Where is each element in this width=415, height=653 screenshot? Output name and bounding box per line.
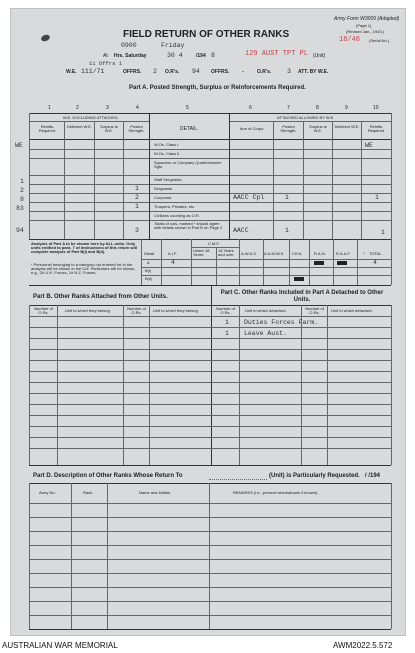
margin-count: 8: [20, 196, 24, 203]
att-label: ATT. BY W.E.: [298, 69, 329, 75]
col-number: 4: [136, 105, 139, 111]
time-typed: 0900: [121, 42, 137, 49]
part-c-number: 1: [225, 319, 229, 326]
analysis-ran-head: R.A.N.: [314, 251, 326, 256]
part-d-date: / /194: [365, 473, 381, 479]
col-head: Posted Strength.: [280, 124, 297, 133]
part-c-head: Number of O.Rs.: [305, 306, 324, 315]
offrs2-label: OFFRS.: [211, 69, 230, 75]
part-b-head: Number of O.Rs.: [34, 306, 53, 315]
analysis-detail-head: Detail: [144, 251, 155, 256]
attached-allowed-heading: ATTACHED ALLOWED BY W.E.: [277, 115, 335, 120]
margin-count: 94: [16, 227, 24, 234]
row-label: Squadron or Company Quartermaster Sgts.: [154, 160, 222, 169]
analysis-text: Analysis of Part A to be shown here by ALL units. Only units entitled to para. 7 of instructions of this return will complete analysis of Part B(i) and B(ii).: [31, 241, 138, 254]
part-c-unit: Leave Aust.: [244, 330, 287, 337]
ors-label: O.R's.: [165, 69, 180, 75]
analysis-cmf-head: C.M.F.: [208, 241, 220, 246]
col-number: 8: [316, 105, 319, 111]
part-b-head: Number of O.Rs.: [127, 306, 146, 315]
blocked-cell: [294, 277, 304, 281]
detail-heading: DETAIL.: [180, 126, 199, 132]
col-head: Posted Strength.: [128, 124, 145, 133]
form-sheet: [10, 8, 406, 636]
part-b-head: Unit to which they belong: [65, 308, 110, 313]
part-d-title-unit: (Unit) is Particularly Requested.: [269, 473, 360, 479]
form-revised: (Revised Jan., 1943.): [346, 29, 385, 34]
part-b-head: Unit to which they belong: [153, 308, 198, 313]
date-value: 30 4: [167, 52, 183, 59]
part-c-head: Unit to which detached.: [331, 308, 373, 313]
ors2-label: O.R's.: [257, 69, 272, 75]
pte-posted: 1: [135, 203, 139, 210]
analysis-awas-head: A.W.A.S.: [241, 251, 258, 256]
punch-hole-mark: [40, 34, 51, 43]
col-head: Surplus to W.E.: [308, 124, 327, 133]
col-head: Surplus to W.E.: [99, 124, 118, 133]
analysis-aif-head: A.I.F.: [168, 251, 178, 256]
margin-count: 1: [20, 178, 24, 185]
attached-reinf: 1: [375, 194, 379, 201]
analysis-row-label: B(ii): [145, 276, 153, 281]
row-label: Totals of cols. marked * should agree with details shown in Part B on Page 2.: [154, 221, 224, 230]
blocked-cell: [337, 261, 347, 265]
we-excluding-heading: W.E. EXCLUDING ATTACHED.: [63, 115, 119, 120]
part-d-title: Part D. Description of Other Ranks Whose Return To: [33, 473, 183, 479]
part-d-head: Army No.: [39, 490, 56, 495]
row-label: Troopers, Privates, etc.: [154, 204, 196, 209]
analysis-civil-head: CIVIL: [292, 251, 303, 256]
col-number: 9: [345, 105, 348, 111]
col-number: 2: [76, 105, 79, 111]
part-c-head: Unit to which detached.: [245, 308, 287, 313]
analysis-aamws-head: A.A.M.W.S.: [264, 251, 285, 256]
hrs-label: Hrs. Saturday: [114, 53, 147, 59]
we-offrs-label: OFFRS.: [123, 69, 142, 75]
unit-stamp: 129 AUST TPT PL: [245, 50, 309, 58]
analysis-aif-value: 4: [171, 259, 175, 266]
row-label: W.Os. Class II.: [154, 151, 181, 156]
part-d-head: Rank.: [83, 490, 94, 495]
total-posted: 3: [135, 227, 139, 234]
margin-we: WE: [15, 142, 23, 149]
footer-accession: AWM2022.5.572: [333, 641, 393, 650]
cpl-posted: 2: [135, 194, 139, 201]
col-number: 3: [106, 105, 109, 111]
sgt-posted: 1: [135, 185, 139, 192]
row-label: Civilians counting as O.R.: [154, 213, 200, 218]
analysis-over18-head: 18 Years and over.: [218, 248, 235, 257]
row-label: W.Os. Class I.: [154, 142, 180, 147]
at-label: At: [103, 53, 108, 59]
analysis-under18-head: Under 18 Years.: [193, 248, 210, 257]
offrs-value: 2: [153, 68, 157, 75]
form-page: (Page 1): [356, 23, 372, 28]
form-title: FIELD RETURN OF OTHER RANKS: [123, 29, 290, 40]
ors-value: 94: [192, 68, 200, 75]
attached-posted: 1: [285, 194, 289, 201]
col-number: 6: [249, 105, 252, 111]
analysis-row-label: B(i): [145, 268, 152, 273]
attached-arm-total: AACC: [233, 227, 249, 234]
col-head: Reinfts. Required.: [38, 124, 57, 133]
part-c-unit: Duties Forces Farm.: [244, 319, 319, 326]
handwritten-note: 11 Offrs 1: [89, 60, 123, 67]
part-c-number: 1: [225, 330, 229, 337]
margin-count: 83: [16, 205, 24, 212]
margin-count: 2: [20, 187, 24, 194]
we-value: 111/71: [81, 68, 105, 75]
row-label: Corporals: [154, 195, 172, 200]
unit-label: (Unit): [313, 53, 326, 59]
year-prefix: /194: [196, 53, 206, 59]
att-value: 3: [287, 68, 291, 75]
part-a-title: Part A. Posted Strength, Surplus or Reinforcements Required.: [129, 85, 306, 91]
part-d-head: Name and Initials.: [139, 490, 172, 495]
blocked-cell: [314, 261, 324, 265]
part-c-title: Part C. Other Ranks Included in Part A Detached to Other Units.: [220, 290, 384, 304]
analysis-total-value: 4: [373, 259, 377, 266]
col-number: 7: [287, 105, 290, 111]
attached-posted-total: 1: [285, 227, 289, 234]
attached-arm: AACC Cpl: [233, 194, 265, 201]
serial-label: (Serial No.): [369, 38, 390, 43]
analysis-note: * Personnel belonging to a category not entered for in the analysis will be shown in the Col. Particulars will be shown, e.g., 2# U.K. Forces, 1# N.Z. Forces.: [31, 262, 136, 275]
col-number: 5: [186, 105, 189, 111]
we-prefix: W.E.: [66, 69, 77, 75]
analysis-total-head: TOTAL.: [369, 251, 383, 256]
col-head: Deficient W.E.: [334, 124, 360, 129]
col-head: Reinfts. Required.: [367, 124, 386, 133]
part-b-title: Part B. Other Ranks Attached from Other Units.: [33, 294, 168, 300]
col-number: 10: [373, 105, 379, 111]
year-value: 8: [211, 52, 215, 59]
analysis-row-label: A: [147, 260, 150, 265]
offrs2-value: -: [241, 68, 245, 75]
attached-reinf-total: 1: [381, 229, 385, 236]
row-label: Sergeants: [154, 186, 173, 191]
footer-credit: AUSTRALIAN WAR MEMORIAL: [2, 641, 118, 650]
col-number: 1: [48, 105, 51, 111]
part-d-head: REMARKS (i.e., present whereabouts if known).: [233, 490, 319, 495]
analysis-star-head: *: [363, 251, 365, 256]
form-reference: Army Form W3009 (Adapted): [334, 16, 400, 22]
row-label: Staff Sergeants: [154, 177, 182, 182]
day-typed: Friday: [161, 42, 185, 49]
col-head: Deficient W.E.: [66, 124, 93, 129]
serial-number-value: 18/48: [339, 36, 361, 44]
analysis-raaf-head: R.A.A.F.: [336, 251, 351, 256]
margin-we-right: WE: [365, 142, 373, 149]
col-head: Arm of Corps.: [239, 126, 265, 131]
part-c-head: Number of O.Rs.: [216, 306, 235, 315]
